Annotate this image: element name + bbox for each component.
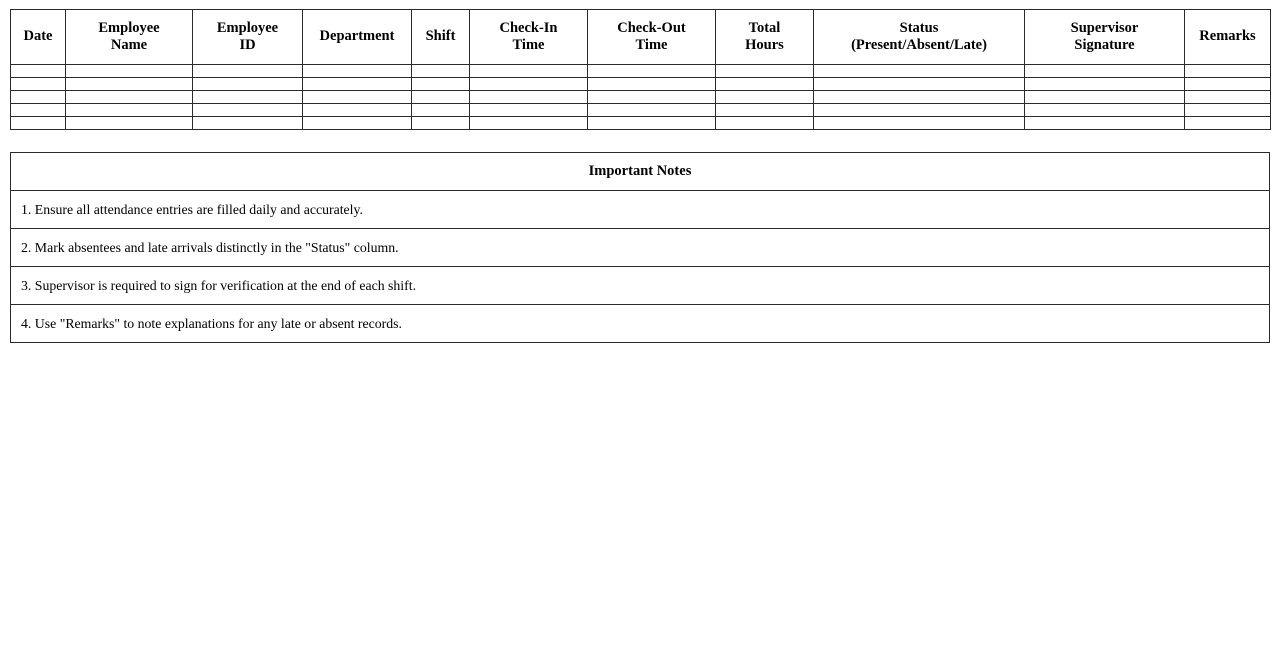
column-header-label: Shift [425,28,456,45]
table-row [11,117,1271,130]
table-row [11,78,1271,91]
attendance-table-container [10,9,1270,130]
cell-date[interactable] [11,104,66,117]
cell-date[interactable] [11,65,66,78]
attendance-header-row [11,10,1271,65]
cell-supervisor-signature[interactable] [1025,78,1185,91]
column-header-sublabel: Signature [1074,37,1135,53]
cell-shift[interactable] [412,104,470,117]
column-header-sublabel: (Present/Absent/Late) [851,37,987,53]
column-header-shift [412,10,470,65]
important-notes-container [10,152,1270,343]
column-header-label: Department [319,28,395,45]
cell-department[interactable] [303,78,412,91]
cell-shift[interactable] [412,91,470,104]
cell-check-out-time[interactable] [588,78,716,91]
column-header-label: Check-In [499,19,558,36]
cell-employee-name[interactable] [66,91,193,104]
column-header-date [11,10,66,65]
column-header-remarks [1185,10,1271,65]
note-row [11,191,1270,229]
column-header-total-hours [716,10,814,65]
table-row [11,65,1271,78]
cell-check-in-time[interactable] [470,78,588,91]
cell-shift[interactable] [412,78,470,91]
cell-supervisor-signature[interactable] [1025,104,1185,117]
cell-status[interactable] [814,78,1025,91]
note-row [11,229,1270,267]
cell-total-hours[interactable] [716,65,814,78]
column-header-check-out-time [588,10,716,65]
cell-employee-id[interactable] [193,78,303,91]
cell-shift[interactable] [412,65,470,78]
column-header-sublabel: Hours [745,37,784,53]
cell-supervisor-signature[interactable] [1025,65,1185,78]
cell-check-out-time[interactable] [588,117,716,130]
column-header-label: Employee [216,19,279,36]
column-header-employee-name [66,10,193,65]
cell-date[interactable] [11,91,66,104]
cell-department[interactable] [303,117,412,130]
cell-total-hours[interactable] [716,78,814,91]
table-row [11,91,1271,104]
notes-header-row [11,153,1270,191]
cell-supervisor-signature[interactable] [1025,117,1185,130]
cell-date[interactable] [11,117,66,130]
note-item: 4. Use "Remarks" to note explanations for any late or absent records. [11,305,1270,343]
cell-status[interactable] [814,104,1025,117]
cell-remarks[interactable] [1185,65,1271,78]
column-header-label: Total [748,19,781,36]
cell-check-out-time[interactable] [588,65,716,78]
cell-status[interactable] [814,65,1025,78]
column-header-check-in-time [470,10,588,65]
notes-title: Important Notes [11,153,1270,191]
attendance-table-body [11,65,1271,130]
note-item: 1. Ensure all attendance entries are filled daily and accurately. [11,191,1270,229]
cell-department[interactable] [303,65,412,78]
note-item: 3. Supervisor is required to sign for verification at the end of each shift. [11,267,1270,305]
cell-department[interactable] [303,91,412,104]
cell-employee-id[interactable] [193,91,303,104]
cell-shift[interactable] [412,117,470,130]
column-header-sublabel: Time [512,37,545,53]
notes-table-head [11,153,1270,191]
cell-check-out-time[interactable] [588,91,716,104]
column-header-label: Supervisor [1070,19,1139,36]
cell-supervisor-signature[interactable] [1025,91,1185,104]
cell-remarks[interactable] [1185,117,1271,130]
attendance-table-head [11,10,1271,65]
cell-status[interactable] [814,91,1025,104]
column-header-label: Remarks [1199,28,1256,45]
note-row [11,305,1270,343]
cell-total-hours[interactable] [716,104,814,117]
cell-status[interactable] [814,117,1025,130]
notes-table-body [11,191,1270,343]
attendance-table [10,9,1271,130]
cell-employee-name[interactable] [66,117,193,130]
cell-check-in-time[interactable] [470,91,588,104]
important-notes-table [10,152,1270,343]
table-row [11,104,1271,117]
column-header-sublabel: Time [635,37,668,53]
cell-remarks[interactable] [1185,91,1271,104]
cell-employee-name[interactable] [66,104,193,117]
column-header-label: Status [899,19,939,36]
cell-total-hours[interactable] [716,91,814,104]
cell-employee-name[interactable] [66,65,193,78]
column-header-status [814,10,1025,65]
cell-remarks[interactable] [1185,78,1271,91]
cell-employee-name[interactable] [66,78,193,91]
cell-check-out-time[interactable] [588,104,716,117]
cell-employee-id[interactable] [193,65,303,78]
column-header-label: Date [23,28,53,45]
cell-check-in-time[interactable] [470,104,588,117]
column-header-supervisor-signature [1025,10,1185,65]
cell-remarks[interactable] [1185,104,1271,117]
cell-employee-id[interactable] [193,104,303,117]
cell-department[interactable] [303,104,412,117]
column-header-sublabel: ID [239,37,256,53]
cell-check-in-time[interactable] [470,117,588,130]
column-header-employee-id [193,10,303,65]
note-row [11,267,1270,305]
cell-date[interactable] [11,78,66,91]
note-item: 2. Mark absentees and late arrivals distinctly in the "Status" column. [11,229,1270,267]
cell-check-in-time[interactable] [470,65,588,78]
cell-total-hours[interactable] [716,117,814,130]
column-header-label: Check-Out [617,19,686,36]
column-header-label: Employee [98,19,160,36]
cell-employee-id[interactable] [193,117,303,130]
column-header-sublabel: Name [110,37,148,53]
column-header-department [303,10,412,65]
